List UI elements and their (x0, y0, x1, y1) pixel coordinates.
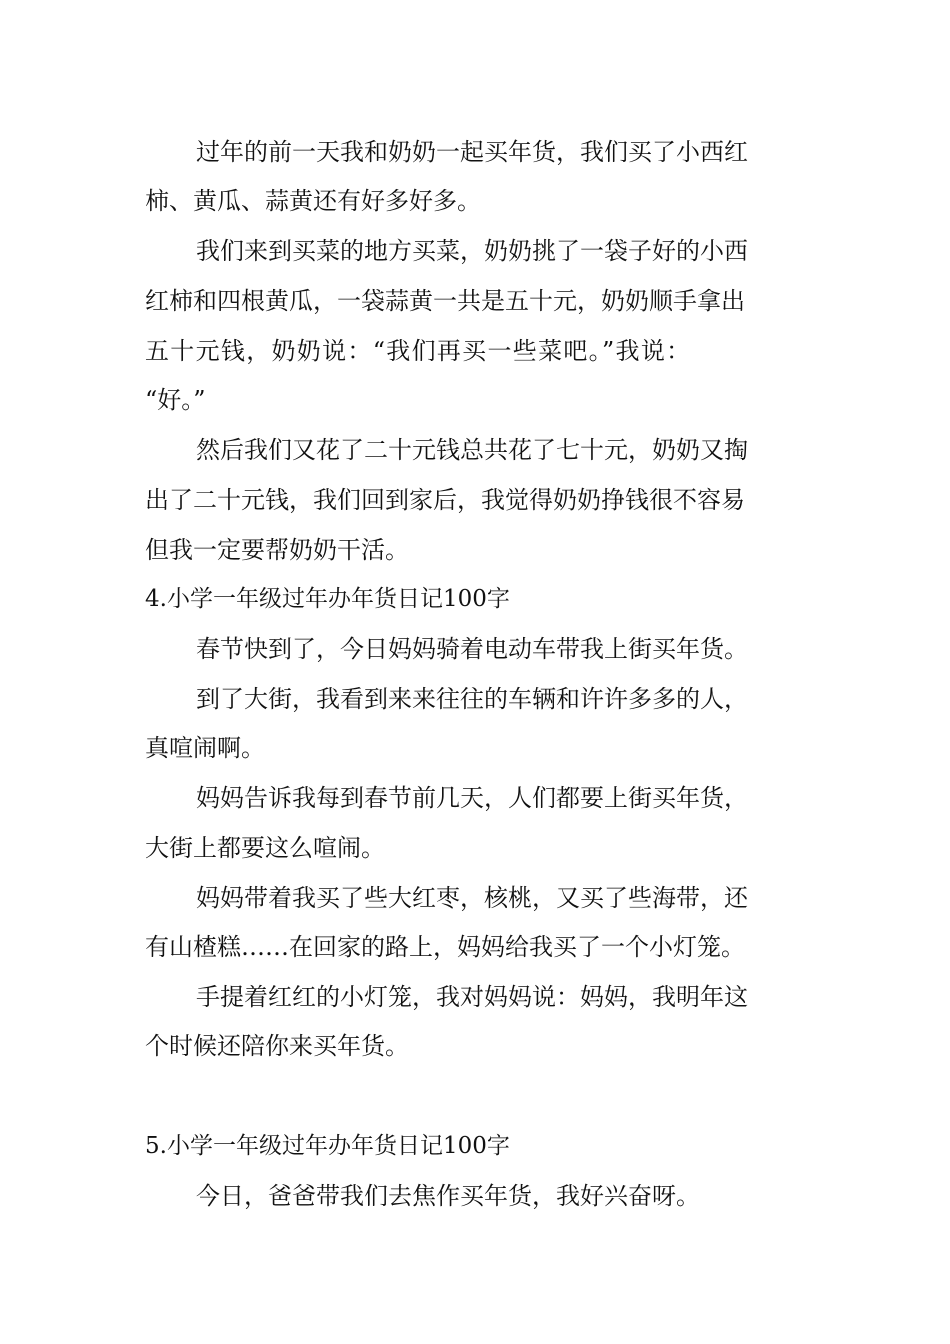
section-heading: 5.小学一年级过年办年货日记100字 (145, 1133, 510, 1159)
paragraph-line: 到了大街，我看到来来往往的车辆和许许多多的人， (196, 685, 748, 713)
paragraph-line: 但我一定要帮奶奶干活。 (145, 536, 409, 564)
paragraph-line: 有山楂糕……在回家的路上，妈妈给我买了一个小灯笼。 (145, 933, 745, 961)
paragraph-line: 大街上都要这么喧闹。 (145, 834, 385, 862)
paragraph-line: 出了二十元钱，我们回到家后，我觉得奶奶挣钱很不容易 (145, 486, 745, 514)
paragraph-line: 然后我们又花了二十元钱总共花了七十元，奶奶又掏 (196, 436, 748, 464)
paragraph-line: 真喧闹啊。 (145, 734, 265, 762)
paragraph-line: 红柿和四根黄瓜，一袋蒜黄一共是五十元，奶奶顺手拿出 (145, 287, 745, 315)
paragraph-line: 今日，爸爸带我们去焦作买年货，我好兴奋呀。 (196, 1182, 700, 1210)
paragraph-line: 手提着红红的小灯笼，我对妈妈说：妈妈，我明年这 (196, 983, 748, 1011)
paragraph-line: 我们来到买菜的地方买菜，奶奶挑了一袋子好的小西 (196, 237, 748, 265)
paragraph-line: 妈妈告诉我每到春节前几天，人们都要上街买年货， (196, 784, 748, 812)
paragraph-line: 过年的前一天我和奶奶一起买年货，我们买了小西红 (196, 138, 748, 166)
paragraph-line: 柿、黄瓜、蒜黄还有好多好多。 (145, 187, 481, 215)
paragraph-line: 春节快到了，今日妈妈骑着电动车带我上街买年货。 (196, 635, 748, 663)
paragraph-line: 妈妈带着我买了些大红枣，核桃，又买了些海带，还 (196, 884, 748, 912)
section-heading: 4.小学一年级过年办年货日记100字 (145, 586, 510, 612)
paragraph-line: 个时候还陪你来买年货。 (145, 1032, 409, 1060)
paragraph-line: “好。” (145, 386, 206, 414)
paragraph-line: 五十元钱，奶奶说：“我们再买一些菜吧。”我说： (145, 337, 692, 365)
